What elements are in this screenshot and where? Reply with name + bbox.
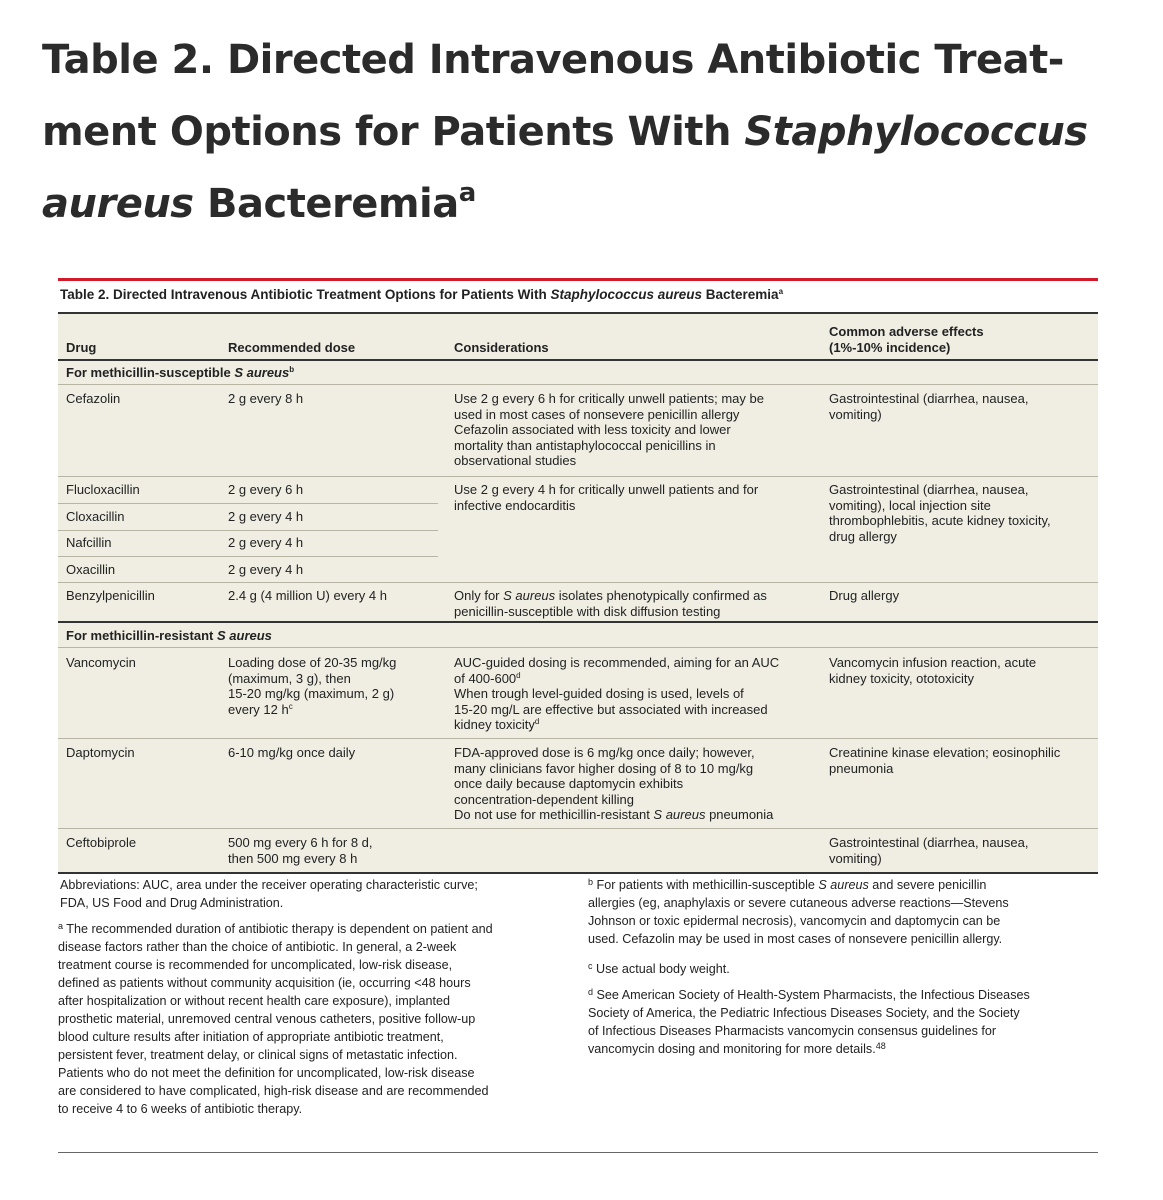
row-cefazolin-considerations: Use 2 g every 6 h for critically unwell patients; may be used in most cases of nonsevere penicillin allergy Cefazolin associated with less toxicity and lower mortality than antistaphylococcal penicillins in observational studies xyxy=(454,391,764,469)
footnote-c: $^c$ Use actual body weight. xyxy=(588,961,730,976)
row-divider xyxy=(58,556,438,557)
row-vancomycin-drug: Vancomycin xyxy=(66,655,136,670)
row-benzylpenicillin-dose: 2.4 g (4 million U) every 4 h xyxy=(228,588,387,603)
row-divider xyxy=(58,582,1098,583)
row-benzylpenicillin-adverse: Drug allergy xyxy=(829,588,900,603)
row-cefazolin-drug: Cefazolin xyxy=(66,391,121,406)
row-daptomycin-dose: 6-10 mg/kg once daily xyxy=(228,745,356,760)
section-mrsa: For methicillin-resistant S aureus xyxy=(66,628,272,643)
row-cefazolin-dose: 2 g every 8 h xyxy=(228,391,304,406)
row-divider xyxy=(58,476,1098,477)
row-vancomycin-considerations: AUC-guided dosing is recommended, aiming for an AUC of 400-600$^d$ When trough level-guided dosing is used, levels of 15-20 mg/L are effective but associated with increased kidney toxicity$^d$ xyxy=(454,655,780,733)
section-rule xyxy=(58,621,1098,623)
row-oxacillin-drug: Oxacillin xyxy=(66,562,116,577)
row-ceftobiprole-adverse: Gastrointestinal (diarrhea, nausea, vomiting) xyxy=(829,835,1029,866)
row-cefazolin-adverse: Gastrointestinal (diarrhea, nausea, vomiting) xyxy=(829,391,1029,422)
header-considerations: Considerations xyxy=(454,340,549,355)
row-penicillin-group-adverse: Gastrointestinal (diarrhea, nausea, vomiting), local injection site thrombophlebitis, acute kidney toxicity, drug allergy xyxy=(829,482,1051,544)
accent-rule xyxy=(58,278,1098,281)
footnote-a: $^a$ The recommended duration of antibiotic therapy is dependent on patient and disease factors rather than the choice of antibiotic. In general, a 2-week treatment course is recommended for uncomplicated, low-risk disease, defined as patients without community acquisition (ie, occurring <48 hours after hospitalization or without recent health care exposure), implanted prosthetic material, unremoved central venous catheters, positive follow-up blood culture results after initiation of appropriate antibiotic treatment, persistent fever, treatment delay, or clinical signs of metastatic infection. Patients who do not meet the definition for uncomplicated, low-risk disease are considered to have complicated, high-risk disease and are recommended to receive 4 to 6 weeks of antibiotic therapy. xyxy=(58,921,493,1116)
footnote-d: $^d$ See American Society of Health-System Pharmacists, the Infectious Diseases Society of America, the Pediatric Infectious Diseases Society, and the Society of Infectious Diseases Pharmacists vancomycin consensus guidelines for vancomycin dosing and monitoring for more details.$^{48}$ xyxy=(588,987,1030,1056)
row-nafcillin-dose: 2 g every 4 h xyxy=(228,535,304,550)
header-dose: Recommended dose xyxy=(228,340,356,355)
row-daptomycin-adverse: Creatinine kinase elevation; eosinophilic pneumonia xyxy=(829,745,1061,776)
row-benzylpenicillin-considerations: Only for S aureus isolates phenotypically confirmed as penicillin-susceptible with disk diffusion testing xyxy=(454,588,767,619)
table-footnotes xyxy=(58,876,1098,1148)
row-divider xyxy=(58,384,1098,385)
header-adverse-effects: Common adverse effects (1%-10% incidence) xyxy=(829,324,984,355)
row-daptomycin-drug: Daptomycin xyxy=(66,745,135,760)
treatment-table xyxy=(58,312,1098,874)
footnote-b: $^b$ For patients with methicillin-susceptible S aureus and severe penicillin allergies (eg, anaphylaxis or severe cutaneous adverse reactions—Stevens Johnson or toxic epidermal necrosis), vancomycin and daptomycin can be used. Cefazolin may be used in most cases of nonsevere penicillin allergy. xyxy=(588,877,1009,946)
row-flucloxacillin-drug: Flucloxacillin xyxy=(66,482,140,497)
row-daptomycin-considerations: FDA-approved dose is 6 mg/kg once daily; however, many clinicians favor higher dosing of 8 to 10 mg/kg once daily because daptomycin exhibits concentration-dependent killing Do not use for methicillin-resistant S aureus pneumonia xyxy=(454,745,774,823)
header-drug: Drug xyxy=(66,340,97,355)
row-nafcillin-drug: Nafcillin xyxy=(66,535,112,550)
row-divider xyxy=(58,503,438,504)
row-divider xyxy=(58,530,438,531)
row-vancomycin-adverse: Vancomycin infusion reaction, acute kidney toxicity, ototoxicity xyxy=(829,655,1037,686)
bottom-rule xyxy=(58,1152,1098,1153)
row-penicillin-group-considerations: Use 2 g every 4 h for critically unwell patients and for infective endocarditis xyxy=(454,482,759,513)
row-vancomycin-dose: Loading dose of 20-35 mg/kg (maximum, 3 g), then 15-20 mg/kg (maximum, 2 g) every 12 $h^c$ xyxy=(228,655,397,717)
row-cloxacillin-drug: Cloxacillin xyxy=(66,509,125,524)
row-divider xyxy=(58,738,1098,739)
section-mssa: For methicillin-susceptible S aureus$^b$ xyxy=(66,365,295,380)
table-caption: Table 2. Directed Intravenous Antibiotic Treatment Options for Patients With Staphylococcus aureus Bacteremia$^a$ xyxy=(60,287,784,302)
page-title: Table 2. Directed Intravenous Antibiotic Treat- ment Options for Patients With Staphylococcus aureus Bacteremia$^a$ xyxy=(42,37,1088,227)
row-cloxacillin-dose: 2 g every 4 h xyxy=(228,509,304,524)
row-benzylpenicillin-drug: Benzylpenicillin xyxy=(66,588,155,603)
header-rule xyxy=(58,359,1098,361)
row-ceftobiprole-dose: 500 mg every 6 h for 8 d, then 500 mg every 8 h xyxy=(228,835,373,866)
row-divider xyxy=(58,647,1098,648)
row-oxacillin-dose: 2 g every 4 h xyxy=(228,562,304,577)
footnote-abbreviations: Abbreviations: AUC, area under the receiver operating characteristic curve; FDA, US Food and Drug Administration. xyxy=(60,878,478,910)
row-ceftobiprole-drug: Ceftobiprole xyxy=(66,835,137,850)
row-flucloxacillin-dose: 2 g every 6 h xyxy=(228,482,304,497)
row-divider xyxy=(58,828,1098,829)
